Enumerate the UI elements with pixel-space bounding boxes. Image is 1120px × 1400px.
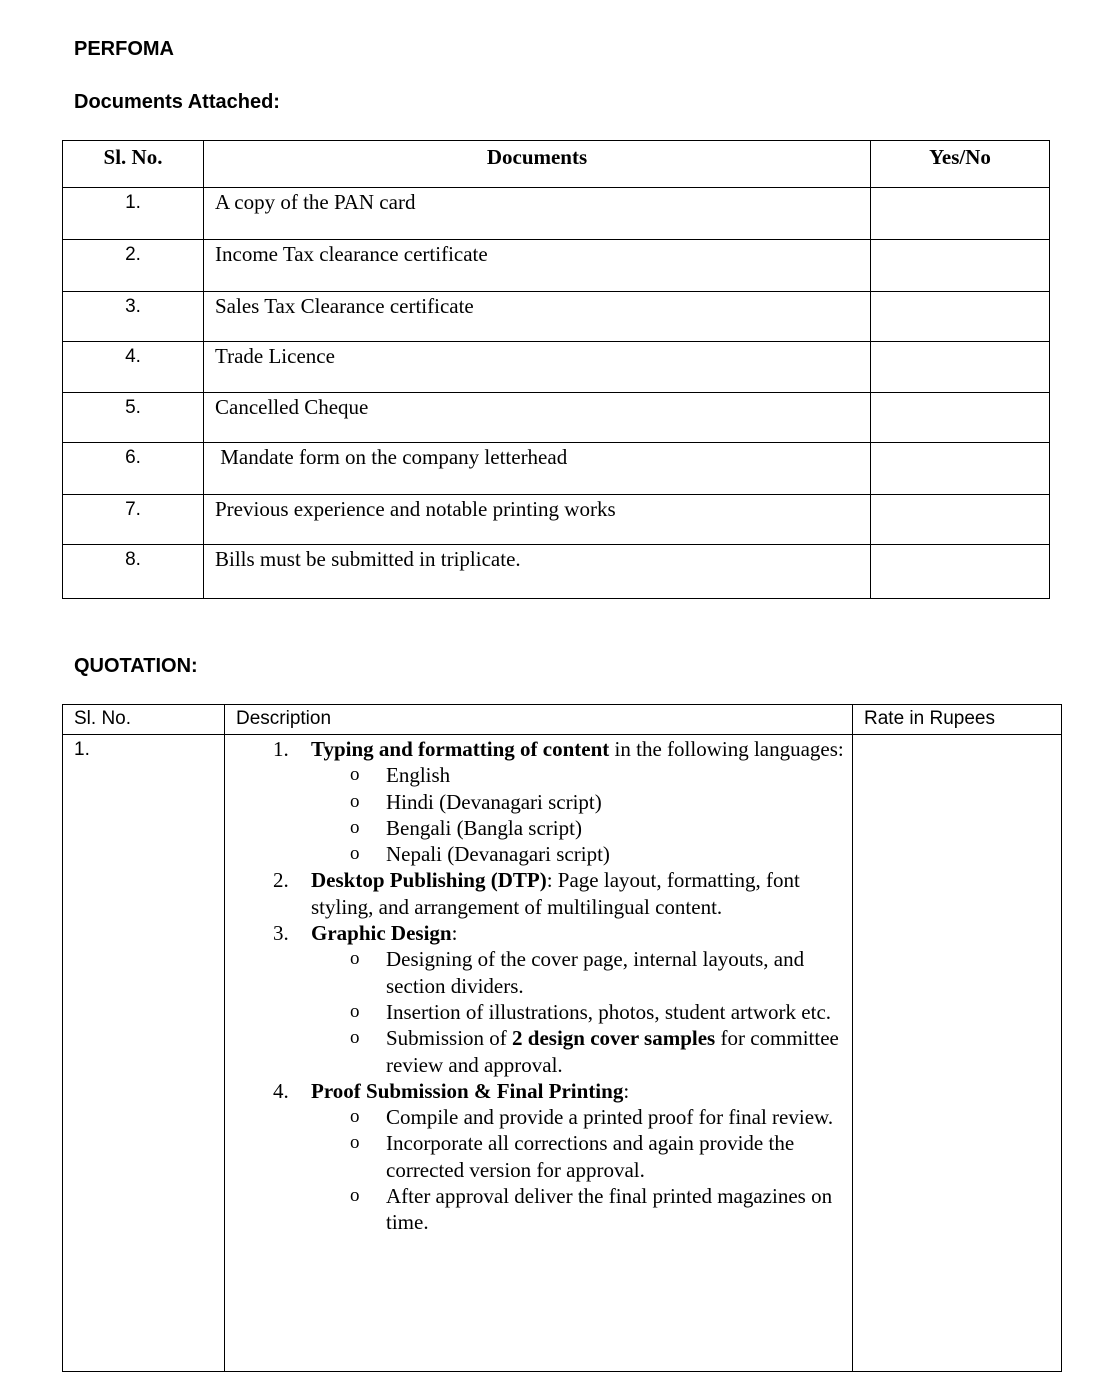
table-row bbox=[63, 188, 1050, 240]
bullet-item bbox=[225, 999, 852, 1025]
bullet-item bbox=[225, 841, 852, 867]
documents-heading: Documents Attached: bbox=[74, 91, 280, 113]
item-title: Proof Submission & Final Printing bbox=[311, 1078, 624, 1103]
table-row bbox=[63, 545, 1050, 599]
numbered-item bbox=[225, 1078, 852, 1104]
bullet-text: Bengali (Bangla script) bbox=[386, 815, 582, 840]
header-rate: Rate in Rupees bbox=[853, 705, 1062, 735]
row-document: Cancelled Cheque bbox=[204, 393, 871, 443]
item-number: 2. bbox=[273, 868, 289, 893]
bullet-icon: o bbox=[350, 1106, 360, 1128]
table-row bbox=[63, 495, 1050, 545]
table-row bbox=[63, 240, 1050, 292]
bullet-text: After approval deliver the final printed magazines on time. bbox=[386, 1184, 833, 1235]
numbered-item bbox=[225, 736, 852, 762]
row-yes-no-cell[interactable] bbox=[871, 342, 1050, 393]
item-number: 3. bbox=[273, 921, 289, 946]
numbered-item bbox=[225, 867, 852, 920]
row-yes-no-cell[interactable] bbox=[871, 292, 1050, 342]
row-document: Mandate form on the company letterhead bbox=[204, 443, 871, 495]
row-sl-no: 5. bbox=[63, 393, 204, 443]
header-sl-no: Sl. No. bbox=[63, 141, 204, 188]
row-yes-no-cell[interactable] bbox=[871, 495, 1050, 545]
row-sl-no: 6. bbox=[63, 443, 204, 495]
row-sl-no: 3. bbox=[63, 292, 204, 342]
row-sl-no: 2. bbox=[63, 240, 204, 292]
bullet-text: Insertion of illustrations, photos, student artwork etc. bbox=[386, 999, 832, 1024]
bullet-item bbox=[225, 789, 852, 815]
row-document: Sales Tax Clearance certificate bbox=[204, 292, 871, 342]
quotation-table bbox=[62, 704, 1062, 1372]
header-yes-no: Yes/No bbox=[871, 141, 1050, 188]
row-sl-no: 8. bbox=[63, 545, 204, 599]
table-row bbox=[63, 735, 1062, 1372]
bullet-item bbox=[225, 1130, 852, 1183]
row-sl-no: 1. bbox=[63, 735, 225, 1372]
documents-header-row bbox=[63, 141, 1050, 188]
bullet-icon: o bbox=[350, 816, 360, 838]
bullet-icon: o bbox=[350, 790, 360, 812]
table-row bbox=[63, 443, 1050, 495]
row-document: Trade Licence bbox=[204, 342, 871, 393]
header-documents: Documents bbox=[204, 141, 871, 188]
bullet-icon: o bbox=[350, 764, 360, 786]
bullet-item bbox=[225, 1183, 852, 1236]
table-row bbox=[63, 342, 1050, 393]
bullet-text: Nepali (Devanagari script) bbox=[386, 842, 610, 867]
bullet-text: Hindi (Devanagari script) bbox=[386, 789, 602, 814]
bullet-icon: o bbox=[350, 1027, 360, 1049]
bullet-item bbox=[225, 1104, 852, 1130]
quotation-heading: QUOTATION: bbox=[74, 655, 198, 677]
row-yes-no-cell[interactable] bbox=[871, 240, 1050, 292]
bullet-emphasis: 2 design cover samples bbox=[512, 1026, 716, 1051]
header-description: Description bbox=[225, 705, 853, 735]
row-yes-no-cell[interactable] bbox=[871, 545, 1050, 599]
description-list bbox=[225, 735, 852, 1236]
rate-cell[interactable] bbox=[853, 735, 1062, 1372]
bullet-text: for committee review and approval. bbox=[386, 1026, 839, 1077]
bullet-text: Incorporate all corrections and again provide the corrected version for approval. bbox=[386, 1131, 795, 1182]
item-text: in the following languages: bbox=[609, 737, 844, 761]
row-document: Bills must be submitted in triplicate. bbox=[204, 545, 871, 599]
item-number: 4. bbox=[273, 1078, 289, 1103]
table-row bbox=[63, 393, 1050, 443]
document-title: PERFOMA bbox=[74, 38, 174, 60]
bullet-text: English bbox=[386, 763, 451, 788]
header-sl-no: Sl. No. bbox=[63, 705, 225, 735]
row-sl-no: 1. bbox=[63, 188, 204, 240]
row-sl-no: 4. bbox=[63, 342, 204, 393]
row-yes-no-cell[interactable] bbox=[871, 443, 1050, 495]
description-cell bbox=[225, 735, 853, 1372]
bullet-item bbox=[225, 762, 852, 788]
item-title: Typing and formatting of content bbox=[311, 737, 610, 761]
documents-table bbox=[62, 140, 1050, 599]
row-document: Income Tax clearance certificate bbox=[204, 240, 871, 292]
bullet-icon: o bbox=[350, 843, 360, 865]
bullet-item bbox=[225, 815, 852, 841]
bullet-text: Submission of bbox=[386, 1026, 513, 1051]
item-text: : bbox=[451, 921, 458, 946]
item-number: 1. bbox=[273, 737, 289, 761]
item-text: : Page layout, formatting, font styling, and arrangement of multilingual content. bbox=[311, 868, 800, 919]
row-document: Previous experience and notable printing works bbox=[204, 495, 871, 545]
row-document: A copy of the PAN card bbox=[204, 188, 871, 240]
numbered-item bbox=[225, 920, 852, 946]
row-sl-no: 7. bbox=[63, 495, 204, 545]
bullet-item bbox=[225, 1025, 852, 1078]
bullet-icon: o bbox=[350, 1185, 360, 1207]
bullet-icon: o bbox=[350, 948, 360, 970]
row-yes-no-cell[interactable] bbox=[871, 188, 1050, 240]
bullet-icon: o bbox=[350, 1000, 360, 1022]
item-title: Graphic Design bbox=[311, 921, 452, 946]
bullet-item bbox=[225, 946, 852, 999]
quotation-header-row bbox=[63, 705, 1062, 735]
row-yes-no-cell[interactable] bbox=[871, 393, 1050, 443]
table-row bbox=[63, 292, 1050, 342]
bullet-icon: o bbox=[350, 1132, 360, 1154]
bullet-text: Designing of the cover page, internal layouts, and section dividers. bbox=[386, 947, 805, 998]
item-text: : bbox=[623, 1078, 630, 1103]
item-title: Desktop Publishing (DTP) bbox=[311, 868, 547, 893]
bullet-text: Compile and provide a printed proof for final review. bbox=[386, 1105, 834, 1130]
